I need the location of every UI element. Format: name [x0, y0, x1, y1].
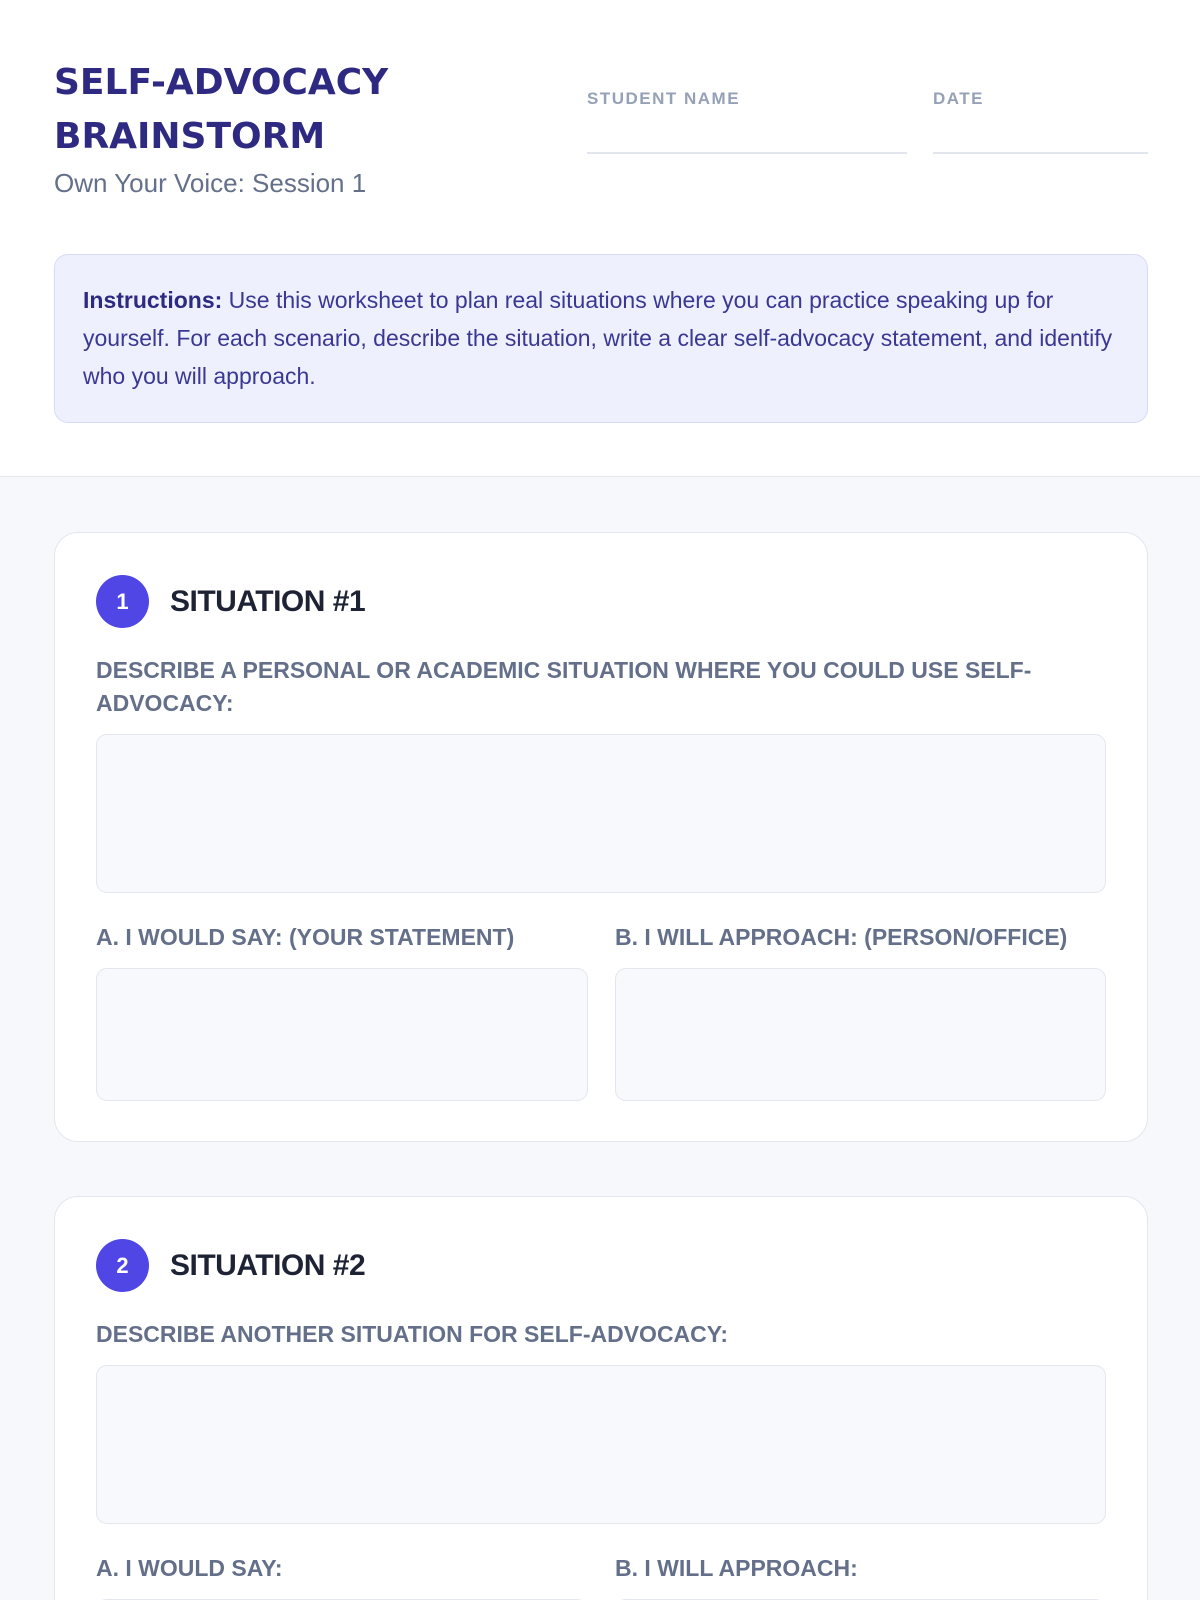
student-name-input[interactable]: [587, 152, 907, 154]
describe-textarea[interactable]: [96, 734, 1106, 893]
date-field: [933, 89, 1148, 154]
approach-label: B. I WILL APPROACH: (PERSON/OFFICE): [615, 924, 1068, 950]
situation-number-badge: 1: [96, 575, 149, 628]
statement-textarea[interactable]: [96, 968, 588, 1101]
student-name-field: [587, 89, 907, 154]
instructions-lead: Instructions:: [83, 287, 223, 313]
describe-label: DESCRIBE ANOTHER SITUATION FOR SELF-ADVOCACY:: [96, 1321, 729, 1347]
page-subtitle: Own Your Voice: Session 1: [54, 168, 367, 198]
title-block: [54, 56, 514, 199]
approach-textarea[interactable]: [615, 968, 1106, 1101]
situation-card-1: [54, 532, 1148, 1142]
situation-header: [96, 1239, 365, 1292]
date-input[interactable]: [933, 152, 1148, 154]
statement-label: A. I WOULD SAY:: [96, 1555, 283, 1581]
student-name-label: STUDENT NAME: [587, 89, 741, 108]
instructions-box: [54, 254, 1148, 423]
title-line-1: SELF-ADVOCACY: [54, 62, 389, 103]
date-label: DATE: [933, 89, 985, 108]
situation-title: SITUATION #2: [170, 1248, 366, 1282]
approach-label: B. I WILL APPROACH:: [615, 1555, 858, 1581]
instructions-text: Use this worksheet to plan real situations where you can practice speaking up for yourself. For each scenario, describe the situation, write a clear self-advocacy statement, and identify who you will approach.: [83, 287, 1113, 389]
situation-number-badge: 2: [96, 1239, 149, 1292]
describe-label: DESCRIBE A PERSONAL OR ACADEMIC SITUATION WHERE YOU COULD USE SELF-ADVOCACY:: [96, 657, 1032, 716]
statement-label: A. I WOULD SAY: (YOUR STATEMENT): [96, 924, 515, 950]
situation-card-2: [54, 1196, 1148, 1600]
title-line-2: BRAINSTORM: [54, 116, 326, 157]
situation-header: [96, 575, 365, 628]
describe-textarea[interactable]: [96, 1365, 1106, 1524]
situation-title: SITUATION #1: [170, 584, 366, 618]
page-title: [54, 56, 514, 164]
worksheet-header: [0, 0, 1200, 477]
